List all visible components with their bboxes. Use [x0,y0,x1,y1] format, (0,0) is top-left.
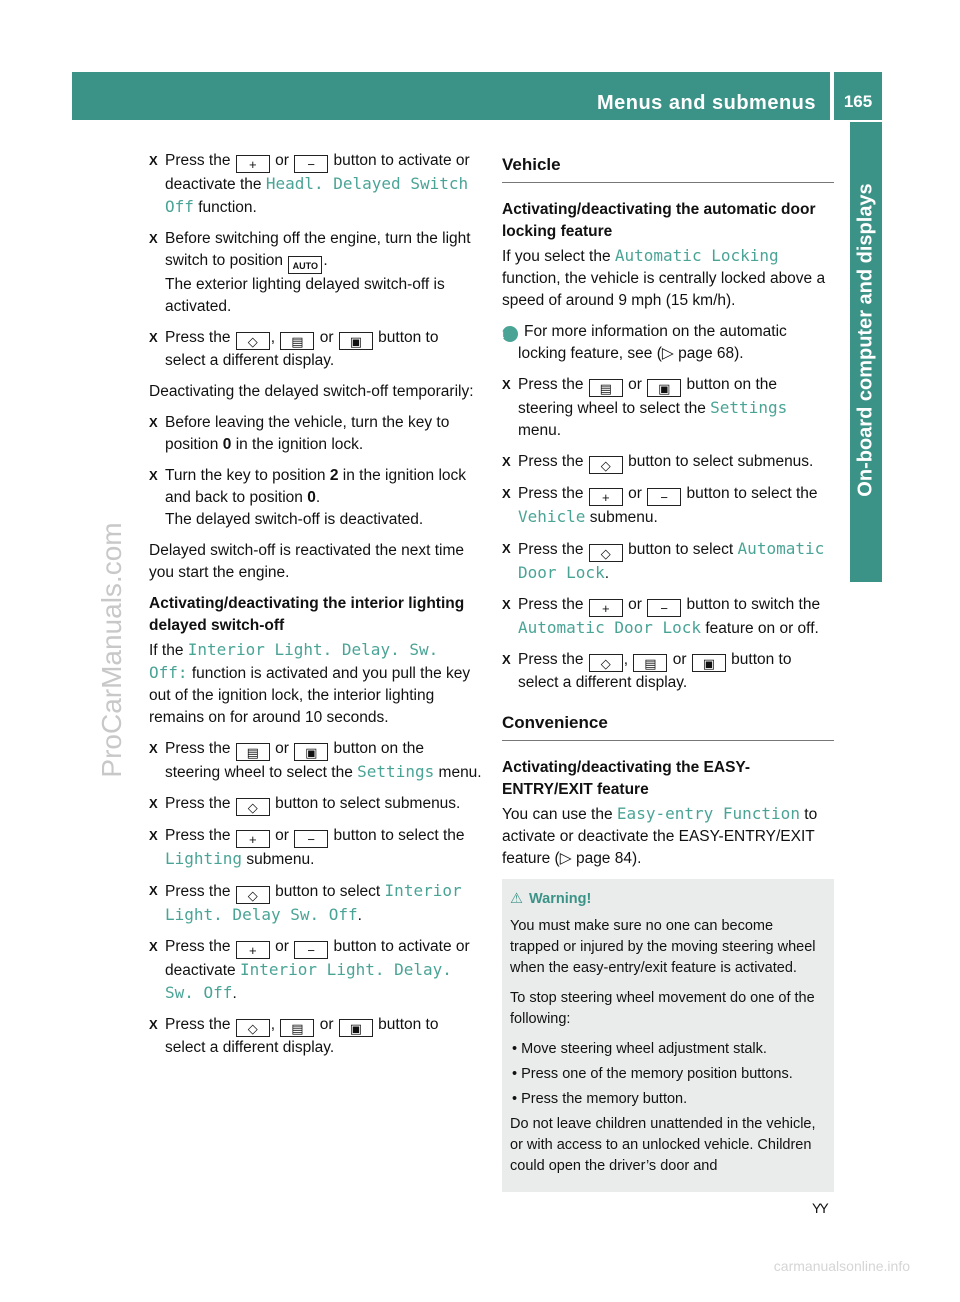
triangle-key-icon: ◇ [236,798,270,816]
step: X Press the ◇ button to select Interior Light. Delay Sw. Off. [149,880,483,927]
step: X Before switching off the engine, turn the light switch to position AUTO . The exterior lighting delayed switch-off is activated. [149,228,483,318]
step: X Press the ◇ , ▤ or ▣ button to select a different display. [149,327,483,372]
step: X Press the ▤ or ▣ button on the steering wheel to select the Settings menu. [502,374,834,442]
display-back-key-icon: ▤ [589,379,623,397]
triangle-key-icon: ◇ [236,332,270,350]
step: X Press the + or − button to switch the Automatic Door Lock feature on or off. [502,594,834,640]
step: X Press the ◇ button to select submenus. [149,793,483,816]
subheading: Activating/deactivating the interior lighting delayed switch-off [149,595,465,634]
step: X Turn the key to position 2 in the ignition lock and back to position 0. The delayed switch-off is deactivated. [149,465,483,531]
step: X Press the ◇ , ▤ or ▣ button to select a different display. [502,649,834,694]
section-heading: Vehicle [502,154,834,183]
display-back-key-icon: ▤ [280,1019,314,1037]
info-icon: i [502,326,518,342]
right-column [499,150,834,1192]
step: X Press the + or − button to select the Lighting submenu. [149,825,483,871]
minus-key-icon: − [294,941,328,959]
auto-light-icon: AUTO [288,256,322,274]
paragraph: If the Interior Light. Delay. Sw. Off: function is activated and you pull the key out of the ignition lock, the interior lighting remains on for around 10 seconds. [149,640,471,726]
step: X Press the ◇ button to select Automatic Door Lock. [502,538,834,585]
display-back-key-icon: ▤ [236,743,270,761]
subheading: Activating/deactivating the EASY-ENTRY/EXIT feature [502,759,751,798]
plus-key-icon: + [236,830,270,848]
plus-key-icon: + [589,599,623,617]
display-forward-key-icon: ▣ [339,332,373,350]
warning-title: ⚠ Warning! [510,889,826,910]
next-page-marker: YY [812,1200,827,1216]
triangle-key-icon: ◇ [589,654,623,672]
paragraph: Delayed switch-off is reactivated the next time you start the engine. [149,542,465,581]
watermark: ProCarManuals.com [96,522,127,778]
warning-box [502,879,834,1192]
section-heading: Convenience [502,712,834,741]
warning-triangle-icon: ⚠ [510,891,523,907]
plus-key-icon: + [236,941,270,959]
plus-key-icon: + [236,155,270,173]
step: X Press the + or − button to select the Vehicle submenu. [502,483,834,529]
step: X Before leaving the vehicle, turn the key to position 0 in the ignition lock. [149,412,483,456]
display-forward-key-icon: ▣ [647,379,681,397]
warning-bullet: • Move steering wheel adjustment stalk. [512,1041,767,1057]
step: X Press the + or − button to activate or deactivate Interior Light. Delay. Sw. Off. [149,936,483,1005]
display-forward-key-icon: ▣ [339,1019,373,1037]
page-title: Menus and submenus [596,92,816,114]
minus-key-icon: − [294,155,328,173]
side-tab-label: On-board computer and displays [854,183,877,497]
footer-watermark: carmanualsonline.info [773,1258,910,1274]
subheading: Activating/deactivating the automatic door locking feature [502,201,816,240]
display-forward-key-icon: ▣ [692,654,726,672]
warning-paragraph: You must make sure no one can become trapped or injured by the moving steering wheel when the easy-entry/exit feature is activated. [510,918,816,976]
display-forward-key-icon: ▣ [294,743,328,761]
display-back-key-icon: ▤ [280,332,314,350]
triangle-key-icon: ◇ [236,1019,270,1037]
warning-paragraph: Do not leave children unattended in the vehicle, or with access to an unlocked vehicle. Children could open the driver’s door and [510,1116,816,1174]
warning-paragraph: To stop steering wheel movement do one of the following: [510,990,815,1027]
warning-bullet: • Press one of the memory position buttons. [512,1066,793,1082]
warning-bullet: • Press the memory button. [512,1091,688,1107]
minus-key-icon: − [647,488,681,506]
display-back-key-icon: ▤ [633,654,667,672]
step: X Press the ◇ button to select submenus. [502,451,834,474]
minus-key-icon: − [647,599,681,617]
paragraph: If you select the Automatic Locking function, the vehicle is centrally locked above a speed of around 9 mph (15 km/h). [502,246,826,309]
left-column [149,150,483,1068]
header-bar [72,72,830,120]
page-number-box [834,72,882,120]
paragraph: Deactivating the delayed switch-off temporarily: [149,383,474,400]
step: X Press the ◇ , ▤ or ▣ button to select a different display. [149,1014,483,1059]
info-note: i For more information on the automatic locking feature, see (▷ page 68). [499,323,787,362]
triangle-key-icon: ◇ [589,544,623,562]
triangle-key-icon: ◇ [236,886,270,904]
paragraph: You can use the Easy-entry Function to activate or deactivate the EASY-ENTRY/EXIT feature (▷ page 84). [502,804,818,867]
triangle-key-icon: ◇ [589,456,623,474]
page-number: 165 [843,92,873,111]
minus-key-icon: − [294,830,328,848]
plus-key-icon: + [589,488,623,506]
step: X Press the + or − button to activate or deactivate the Headl. Delayed Switch Off function. [149,150,483,219]
step: X Press the ▤ or ▣ button on the steering wheel to select the Settings menu. [149,738,483,784]
menu-item-code: Headl. Delayed Switch Off [165,174,469,216]
